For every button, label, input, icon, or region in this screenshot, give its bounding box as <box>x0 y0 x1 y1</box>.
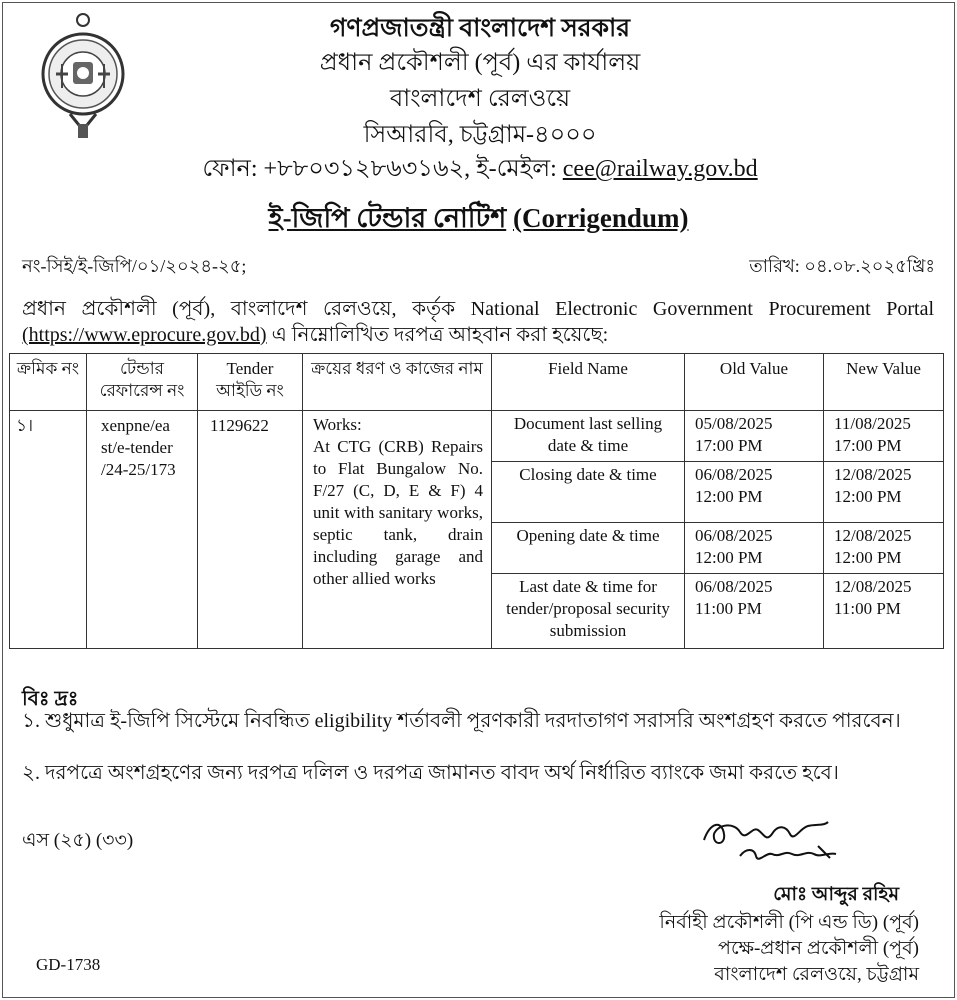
cell-field-name: Opening date & time <box>492 523 685 574</box>
signature-image <box>700 812 850 874</box>
cell-new-value <box>824 411 944 462</box>
old-date: 06/08/2025 <box>695 577 773 596</box>
new-time: 12:00 PM <box>834 548 902 567</box>
old-date: 06/08/2025 <box>695 526 773 545</box>
signer-on-behalf: পক্ষে-প্রধান প্রকৌশলী (পূর্ব) <box>718 938 919 959</box>
cell-old-value <box>685 574 824 649</box>
old-date: 06/08/2025 <box>695 465 773 484</box>
new-date: 12/08/2025 <box>834 465 912 484</box>
cell-new-value <box>824 462 944 523</box>
cell-old-value <box>685 411 824 462</box>
header-serial: ক্রমিক নং <box>10 354 87 411</box>
header-tender-ref: টেন্ডার রেফারেন্স নং <box>87 354 198 411</box>
notice-title-bn: ই-জিপি টেন্ডার নোটিশ <box>268 203 507 233</box>
cell-field-name: Last date & time for tender/proposal security submission <box>492 574 685 649</box>
work-description: At CTG (CRB) Repairs to Flat Bungalow No. F/27 (C, D, E & F) 4 unit with sanitary works, septic tank, drain including garage and other allied works <box>313 437 483 588</box>
notice-date: তারিখ: ০৪.০৮.২০২৫খ্রিঃ <box>749 256 935 276</box>
email-link[interactable]: cee@railway.gov.bd <box>562 156 758 182</box>
new-time: 12:00 PM <box>834 487 902 506</box>
old-time: 12:00 PM <box>695 548 763 567</box>
cell-tender-id: 1129622 <box>198 411 303 649</box>
office-title: প্রধান প্রকৌশলী (পূর্ব) এর কার্যালয় <box>319 50 641 76</box>
cell-new-value <box>824 523 944 574</box>
notes-heading: বিঃ দ্রঃ <box>22 688 79 710</box>
phone-text: ফোন: +৮৮০৩১২৮৬৩১৬২, ই-মেইল: <box>202 156 563 182</box>
tender-table <box>9 353 944 649</box>
cell-field-name: Closing date & time <box>492 462 685 523</box>
header-work-name: ক্রয়ের ধরণ ও কাজের নাম <box>303 354 492 411</box>
cell-serial: ১। <box>10 411 87 649</box>
organization-name: বাংলাদেশ রেলওয়ে <box>389 86 571 112</box>
new-time: 11:00 PM <box>834 599 901 618</box>
eprocure-link[interactable]: (https://www.eprocure.gov.bd) <box>22 324 267 346</box>
contact-line <box>160 150 800 190</box>
signer-office: বাংলাদেশ রেলওয়ে, চট্টগ্রাম <box>714 964 919 985</box>
work-type: Works: <box>313 415 362 434</box>
cell-work-name <box>303 411 492 649</box>
header-new-value: New Value <box>824 354 944 411</box>
intro-text-b: এ নিম্নোলিখিত দরপত্র আহবান করা হয়েছে: <box>266 324 609 346</box>
ref-line: xenpne/ea <box>101 416 170 435</box>
table-row <box>10 411 944 462</box>
notice-title-en: (Corrigendum) <box>512 203 689 233</box>
bangladesh-railway-emblem <box>40 12 126 142</box>
notice-title <box>0 198 957 243</box>
new-time: 17:00 PM <box>834 436 902 455</box>
old-time: 17:00 PM <box>695 436 763 455</box>
header-old-value: Old Value <box>685 354 824 411</box>
old-date: 05/08/2025 <box>695 414 773 433</box>
new-date: 12/08/2025 <box>834 526 912 545</box>
government-title: গণপ্রজাতন্ত্রী বাংলাদেশ সরকার <box>329 15 631 42</box>
gd-number: GD-1738 <box>36 955 101 974</box>
header-tender-id: Tender আইডি নং <box>198 354 303 411</box>
new-date: 11/08/2025 <box>834 414 911 433</box>
signer-name: মোঃ আব্দুর রহিম <box>773 884 899 905</box>
signer-title: নির্বাহী প্রকৌশলী (পি এন্ড ডি) (পূর্ব) <box>659 912 919 933</box>
document-code: এস (২৫) (৩৩) <box>22 830 134 851</box>
ref-line: st/e-tender <box>101 438 173 457</box>
cell-field-name: Document last selling date & time <box>492 411 685 462</box>
cell-tender-ref <box>87 411 198 649</box>
intro-paragraph <box>22 296 934 348</box>
note-item: ১. শুধুমাত্র ই-জিপি সিস্টেমে নিবন্ধিত eligibility শর্তাবলী পূরণকারী দরদাতাগণ সরাসরি অংশগ্রহণ করতে পারবেন। <box>22 710 901 732</box>
header-field-name: Field Name <box>492 354 685 411</box>
cell-new-value <box>824 574 944 649</box>
intro-text-a: প্রধান প্রকৌশলী (পূর্ব), বাংলাদেশ রেলওয়ে, কর্তৃক National Electronic Government Procurement Portal <box>22 298 934 320</box>
old-time: 12:00 PM <box>695 487 763 506</box>
office-address: সিআরবি, চট্টগ্রাম-৪০০০ <box>363 122 597 148</box>
note-item: ২. দরপত্রে অংশগ্রহণের জন্য দরপত্র দলিল ও দরপত্র জামানত বাবদ অর্থ নির্ধারিত ব্যাংকে জমা করতে হবে। <box>22 762 839 784</box>
old-time: 11:00 PM <box>695 599 762 618</box>
cell-old-value <box>685 462 824 523</box>
reference-number: নং-সিই/ই-জিপি/০১/২০২৪-২৫; <box>22 256 247 276</box>
new-date: 12/08/2025 <box>834 577 912 596</box>
ref-line: /24-25/173 <box>101 460 176 479</box>
cell-old-value <box>685 523 824 574</box>
table-header-row <box>10 354 944 411</box>
